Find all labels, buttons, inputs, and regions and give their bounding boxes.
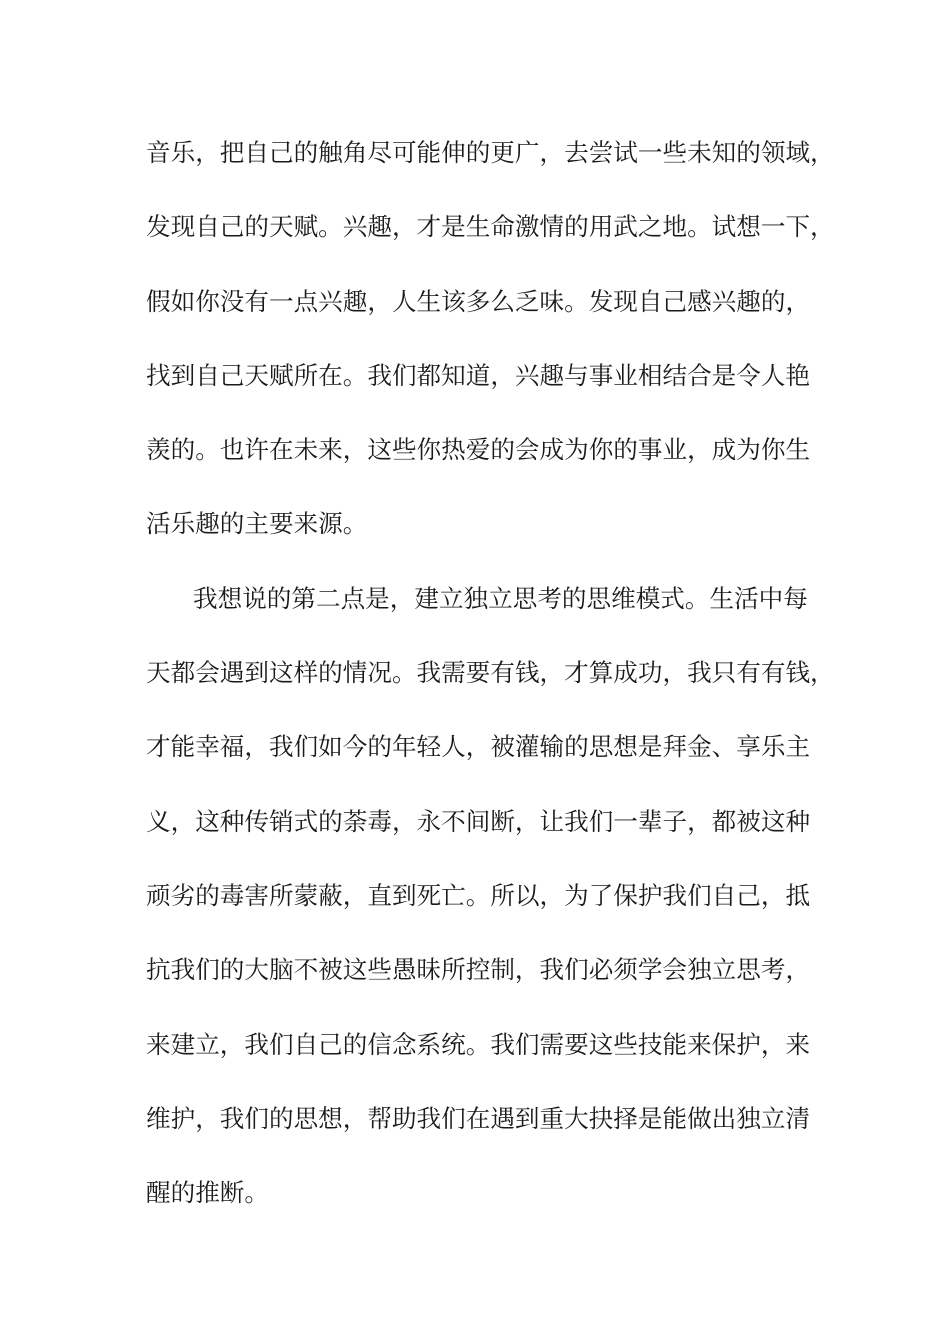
text-line: 发现自己的天赋。兴趣，才是生命激情的用武之地。试想一下， <box>146 212 835 242</box>
text-line: 义，这种传销式的荼毒，永不间断，让我们一辈子，都被这种 <box>146 806 811 836</box>
text-line: 醒的推断。 <box>146 1178 269 1208</box>
text-line: 活乐趣的主要来源。 <box>146 509 368 539</box>
paragraph-start-line: 我想说的第二点是，建立独立思考的思维模式。生活中每 <box>193 583 808 613</box>
text-line: 音乐，把自己的触角尽可能伸的更广，去尝试一些未知的领域， <box>146 138 835 167</box>
text-line: 羡的。也许在未来，这些你热爱的会成为你的事业，成为你生 <box>146 435 811 465</box>
text-line: 天都会遇到这样的情况。我需要有钱，才算成功，我只有有钱， <box>146 658 835 688</box>
text-line: 来建立，我们自己的信念系统。我们需要这些技能来保护，来 <box>146 1029 811 1059</box>
text-line: 假如你没有一点兴趣，人生该多么乏味。发现自己感兴趣的， <box>146 286 811 316</box>
text-line: 找到自己天赋所在。我们都知道，兴趣与事业相结合是令人艳 <box>146 360 811 390</box>
body-text <box>146 121 835 1235</box>
text-line: 维护，我们的思想，帮助我们在遇到重大抉择是能做出独立清 <box>146 1103 811 1133</box>
text-line: 抗我们的大脑不被这些愚昧所控制，我们必须学会独立思考， <box>146 955 811 985</box>
text-line: 顽劣的毒害所蒙蔽，直到死亡。所以，为了保护我们自己，抵 <box>146 880 811 910</box>
text-line: 才能幸福，我们如今的年轻人，被灌输的思想是拜金、享乐主 <box>146 732 811 762</box>
